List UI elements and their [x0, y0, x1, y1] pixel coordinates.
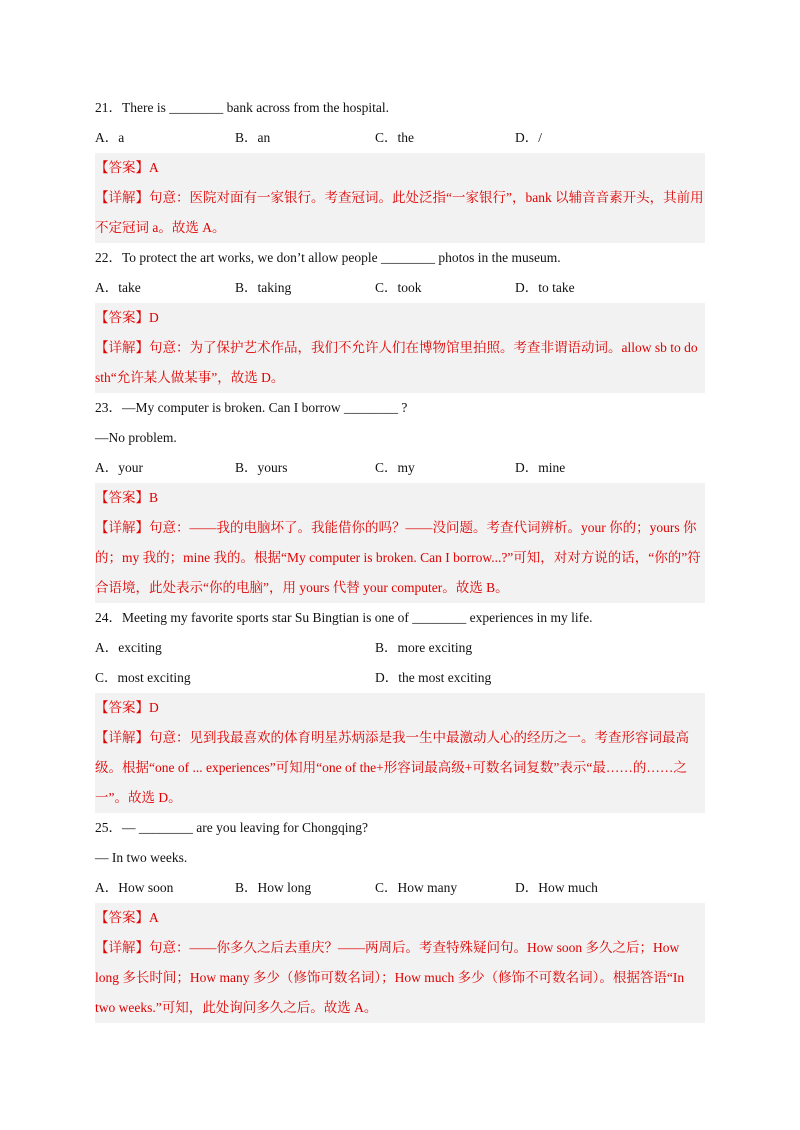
options-row	[95, 273, 705, 303]
option-b: B．How long	[235, 880, 312, 895]
question-block	[95, 813, 705, 1023]
answer-line: 【答案】D	[95, 310, 159, 325]
option-c: C．How many	[375, 880, 458, 895]
answer-block	[95, 693, 705, 813]
question-stem: 22．To protect the art works, we don’t allow people ________ photos in the museum.	[95, 250, 561, 265]
options-row	[95, 873, 705, 903]
options-row	[95, 633, 705, 663]
option-c: C．my	[375, 460, 415, 475]
question-block	[95, 393, 705, 603]
question-block	[95, 603, 705, 813]
options-row	[95, 453, 705, 483]
option-d: D．to take	[515, 280, 575, 295]
answer-block	[95, 903, 705, 1023]
option-d: D．the most exciting	[375, 670, 492, 685]
explanation: 【详解】句意：为了保护艺术作品，我们不允许人们在博物馆里拍照。考查非谓语动词。allow sb to do sth“允许某人做某事”，故选 D。	[95, 340, 698, 385]
option-a: A．take	[95, 280, 141, 295]
option-c: C．took	[375, 280, 422, 295]
answer-line: 【答案】A	[95, 160, 159, 175]
answer-block	[95, 483, 705, 603]
option-d: D．/	[515, 130, 542, 145]
option-b: B．an	[235, 130, 271, 145]
answer-block	[95, 303, 705, 393]
question-stem: 24．Meeting my favorite sports star Su Bingtian is one of ________ experiences in my life.	[95, 610, 593, 625]
option-d: D．mine	[515, 460, 566, 475]
question-stem: 21．There is ________ bank across from the hospital.	[95, 100, 389, 115]
question-list	[95, 93, 705, 1023]
option-a: A．your	[95, 460, 143, 475]
explanation: 【详解】句意：医院对面有一家银行。考查冠词。此处泛指“一家银行”，bank 以辅音音素开头，其前用不定冠词 a。故选 A。	[95, 190, 704, 235]
explanation: 【详解】句意：见到我最喜欢的体育明星苏炳添是我一生中最激动人心的经历之一。考查形容词最高级。根据“one of ... experiences”可知用“one of the+形容词最高级+可数名词复数”表示“最……的……之一”。故选 D。	[95, 730, 689, 805]
question-block	[95, 243, 705, 393]
explanation: 【详解】句意：——我的电脑坏了。我能借你的吗？——没问题。考查代词辨析。your 你的；yours 你的；my 我的；mine 我的。根据“My computer is broken. Can I borrow...?”可知，对对方说的话，“你的”符合语境，此处表示“你的电脑”，用 yours 代替 your computer。故选 B。	[95, 520, 701, 595]
explanation: 【详解】句意：——你多久之后去重庆？——两周后。考查特殊疑问句。How soon 多久之后；How long 多长时间；How many 多少（修饰可数名词）；How much 多少（修饰不可数名词）。根据答语“In two weeks.”可知，此处询问多久之后。故选 A。	[95, 940, 685, 1015]
option-a: A．exciting	[95, 640, 162, 655]
answer-line: 【答案】A	[95, 910, 159, 925]
answer-line: 【答案】D	[95, 700, 159, 715]
dialogue-line: — In two weeks.	[95, 850, 188, 865]
option-b: B．taking	[235, 280, 292, 295]
answer-block	[95, 153, 705, 243]
option-a: A．a	[95, 130, 125, 145]
option-c: C．most exciting	[95, 670, 191, 685]
option-d: D．How much	[515, 880, 598, 895]
dialogue-line: —No problem.	[95, 430, 177, 445]
option-c: C．the	[375, 130, 414, 145]
options-row	[95, 123, 705, 153]
option-a: A．How soon	[95, 880, 174, 895]
question-block	[95, 93, 705, 243]
question-stem: 23．—My computer is broken. Can I borrow ________ ?	[95, 400, 408, 415]
option-b: B．yours	[235, 460, 288, 475]
answer-line: 【答案】B	[95, 490, 159, 505]
options-row	[95, 663, 705, 693]
question-stem: 25．— ________ are you leaving for Chongqing?	[95, 820, 368, 835]
option-b: B．more exciting	[375, 640, 473, 655]
